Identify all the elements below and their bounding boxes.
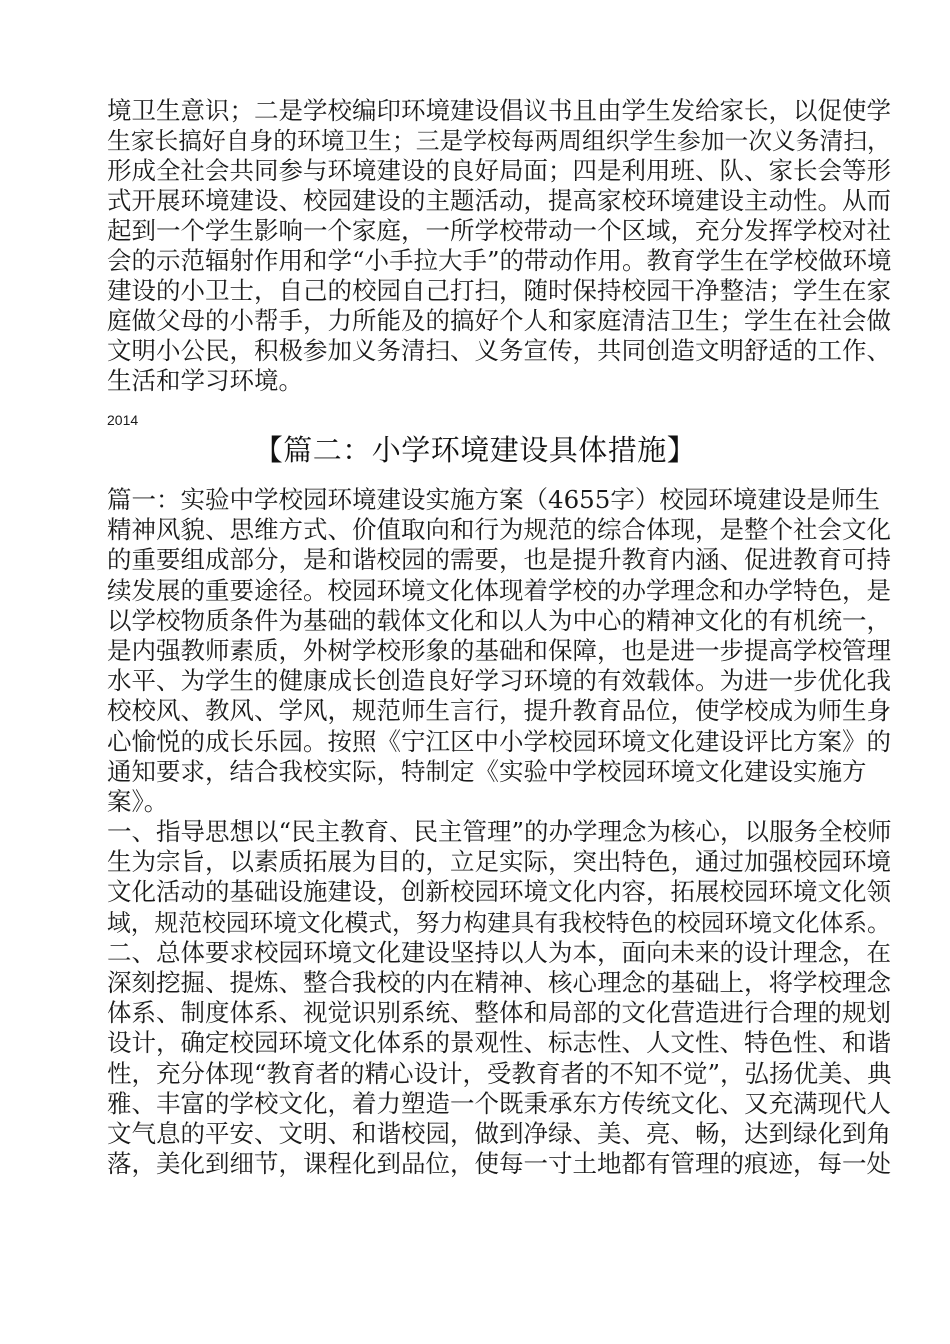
text-line: 落，美化到细节，课程化到品位，使每一寸土地都有管理的痕迹，每一处 <box>107 1149 891 1179</box>
text-line: 篇一：实验中学校园环境建设实施方案（4655字）校园环境建设是师生 <box>107 485 880 514</box>
year-label: 2014 <box>107 412 139 428</box>
text-line: 设计，确定校园环境文化体系的景观性、标志性、人文性、特色性、和谐 <box>107 1028 891 1058</box>
text-line: 文明小公民，积极参加义务清扫、义务宣传，共同创造文明舒适的工作、 <box>107 336 891 365</box>
text-line: 起到一个学生影响一个家庭，一所学校带动一个区域，充分发挥学校对社 <box>107 216 891 245</box>
main-paragraph <box>107 485 892 1179</box>
text-line: 雅、丰富的学校文化，着力塑造一个既秉承东方传统文化、又充满现代人 <box>107 1088 891 1118</box>
section-heading: 【篇二：小学环境建设具体措施】 <box>253 433 697 467</box>
text-line: 生家长搞好自身的环境卫生；三是学校每两周组织学生参加一次义务清扫， <box>107 127 891 155</box>
text-line: 深刻挖掘、提炼、整合我校的内在精神、核心理念的基础上，将学校理念 <box>107 968 891 997</box>
text-line: 精神风貌、思维方式、价值取向和行为规范的综合体现，是整个社会文化 <box>107 515 891 545</box>
text-line: 生活和学习环境。 <box>107 366 303 395</box>
text-line: 续发展的重要途径。校园环境文化体现着学校的办学理念和办学特色，是 <box>107 575 891 605</box>
text-line: 文气息的平安、文明、和谐校园，做到净绿、美、亮、畅，达到绿化到角 <box>107 1118 891 1148</box>
intro-paragraph <box>107 96 892 396</box>
text-line: 建设的小卫士，自己的校园自己打扫，随时保持校园干净整洁；学生在家 <box>107 276 891 305</box>
text-line: 案》。 <box>107 786 169 816</box>
text-line: 性，充分体现“教育者的精心设计，受教育者的不知不觉”，弘扬优美、典 <box>107 1058 892 1088</box>
text-line: 一、指导思想以“民主教育、民主管理”的办学理念为核心，以服务全校师 <box>107 817 892 847</box>
text-line: 以学校物质条件为基础的载体文化和以人为中心的精神文化的有机统一， <box>107 605 891 635</box>
text-line: 体系、制度体系、视觉识别系统、整体和局部的文化营造进行合理的规划 <box>107 998 891 1028</box>
text-line: 形成全社会共同参与环境建设的良好局面；四是利用班、队、家长会等形 <box>107 156 891 185</box>
text-line: 的重要组成部分，是和谐校园的需要，也是提升教育内涵、促进教育可持 <box>107 545 891 575</box>
text-line: 生为宗旨，以素质拓展为目的，立足实际，突出特色，通过加强校园环境 <box>107 847 891 877</box>
text-line: 水平、为学生的健康成长创造良好学习环境的有效载体。为进一步优化我 <box>107 666 891 696</box>
text-line: 文化活动的基础设施建设，创新校园环境文化内容，拓展校园环境文化领 <box>107 877 891 907</box>
text-line: 二、总体要求校园环境文化建设坚持以人为本，面向未来的设计理念，在 <box>107 937 891 967</box>
text-line: 会的示范辐射作用和学“小手拉大手”的带动作用。教育学生在学校做环境 <box>107 246 892 275</box>
text-line: 境卫生意识；二是学校编印环境建设倡议书且由学生发给家长，以促使学 <box>107 96 891 125</box>
text-line: 式开展环境建设、校园建设的主题活动，提高家校环境建设主动性。从而 <box>107 186 891 215</box>
text-line: 域，规范校园环境文化模式，努力构建具有我校特色的校园环境文化体系。 <box>107 908 891 937</box>
text-line: 庭做父母的小帮手，力所能及的搞好个人和家庭清洁卫生；学生在社会做 <box>107 306 891 335</box>
text-line: 心愉悦的成长乐园。按照《宁江区中小学校园环境文化建设评比方案》的 <box>107 726 891 756</box>
text-line: 校校风、教风、学风，规范师生言行，提升教育品位，使学校成为师生身 <box>107 696 891 726</box>
text-line: 通知要求，结合我校实际，特制定《实验中学校园环境文化建设实施方 <box>107 756 867 786</box>
text-line: 是内强教师素质，外树学校形象的基础和保障，也是进一步提高学校管理 <box>107 635 891 665</box>
